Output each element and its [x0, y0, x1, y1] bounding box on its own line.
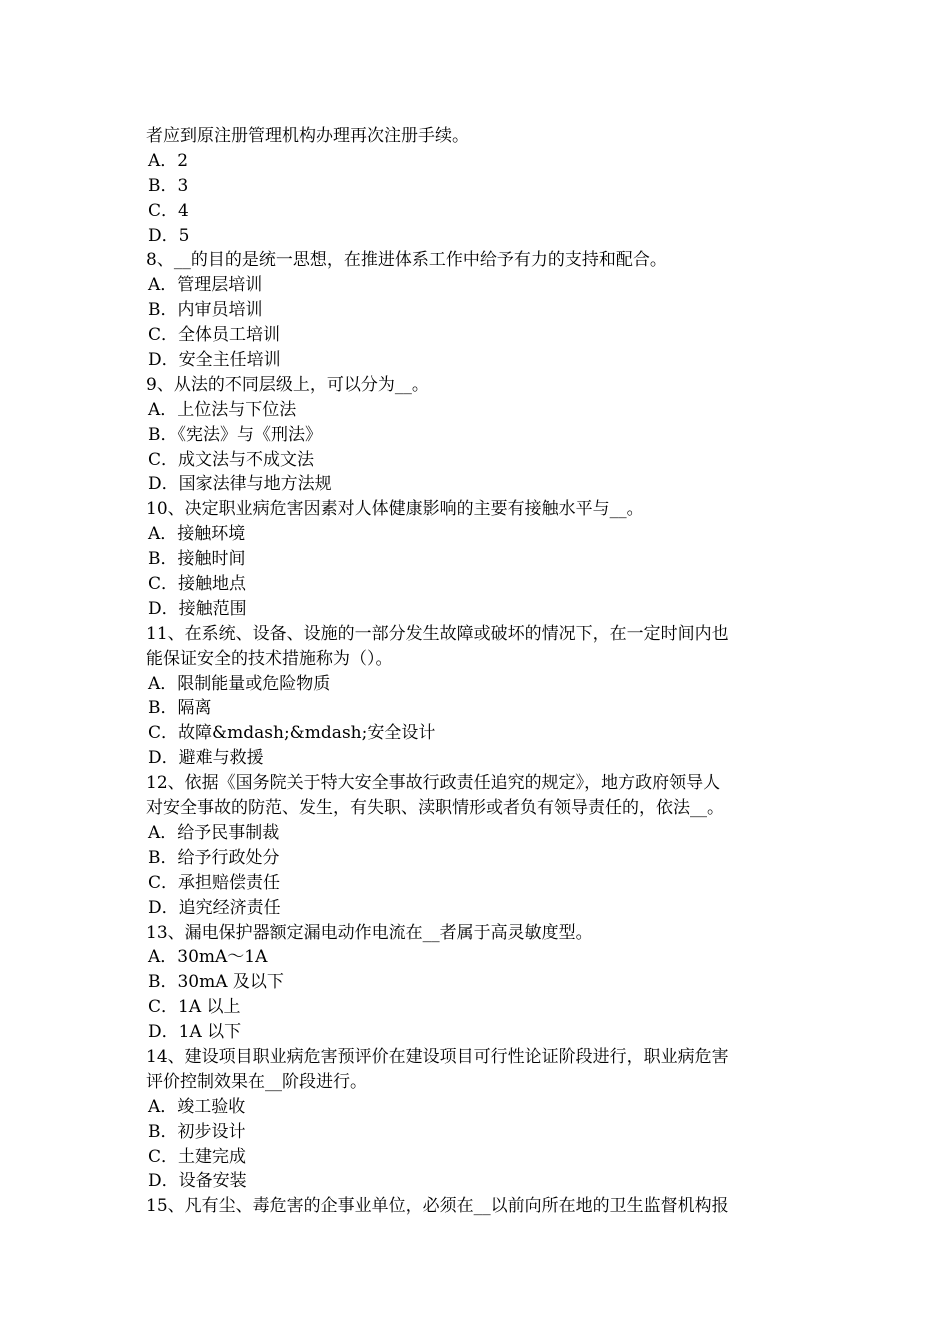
answer-option: A．2: [148, 150, 189, 171]
answer-option: D．1A 以下: [148, 1022, 242, 1043]
answer-option: A．30mA～1A: [148, 947, 268, 968]
answer-option: B．给予行政处分: [148, 847, 280, 868]
answer-option: B．30mA 及以下: [148, 972, 284, 993]
answer-option: B．《宪法》与《刑法》: [148, 424, 322, 445]
text-line: 评价控制效果在__阶段进行。: [146, 1071, 367, 1092]
answer-option: A．竣工验收: [148, 1096, 246, 1117]
question-text: 12、依据《国务院关于特大安全事故行政责任追究的规定》，地方政府领导人: [146, 773, 721, 794]
answer-option: C．土建完成: [148, 1146, 247, 1167]
text-line: 者应到原注册管理机构办理再次注册手续。: [146, 126, 469, 146]
answer-option: A．限制能量或危险物质: [148, 673, 331, 694]
answer-option: C．承担赔偿责任: [148, 872, 281, 893]
question-text: 13、漏电保护器额定漏电动作电流在__者属于高灵敏度型。: [146, 922, 593, 943]
answer-option: C．接触地点: [148, 574, 247, 595]
answer-option: B．接触时间: [148, 549, 246, 570]
answer-option: A．给予民事制裁: [148, 822, 280, 843]
answer-option: A．上位法与下位法: [148, 399, 297, 420]
answer-option: D．避难与救援: [148, 748, 264, 769]
question-text: 14、建设项目职业病危害预评价在建设项目可行性论证阶段进行，职业病危害: [146, 1046, 729, 1067]
answer-option: C．故障&mdash;&mdash;安全设计: [148, 723, 436, 744]
question-text: 10、决定职业病危害因素对人体健康影响的主要有接触水平与__。: [146, 499, 644, 520]
answer-option: A．接触环境: [148, 524, 246, 545]
document-page: [146, 124, 826, 1219]
answer-option: B．隔离: [148, 698, 212, 719]
answer-option: C．成文法与不成文法: [148, 449, 315, 470]
question-text: 8、__的目的是统一思想，在推进体系工作中给予有力的支持和配合。: [146, 250, 667, 271]
question-text: 11、在系统、设备、设施的一部分发生故障或破坏的情况下，在一定时间内也: [146, 623, 729, 644]
answer-option: D．设备安装: [148, 1171, 247, 1192]
answer-option: D．安全主任培训: [148, 350, 281, 371]
answer-option: D．国家法律与地方法规: [148, 474, 332, 495]
question-text: 9、从法的不同层级上，可以分为__。: [146, 374, 429, 395]
text-line: 能保证安全的技术措施称为（）。: [146, 648, 393, 669]
answer-option: D．接触范围: [148, 598, 247, 619]
text-line: 对安全事故的防范、发生，有失职、渎职情形或者负有领导责任的，依法__。: [146, 798, 724, 819]
answer-option: C．1A 以上: [148, 997, 241, 1018]
answer-option: B．初步设计: [148, 1121, 246, 1142]
answer-option: D．5: [148, 225, 190, 246]
answer-option: B．内审员培训: [148, 300, 263, 321]
answer-option: A．管理层培训: [148, 275, 263, 296]
answer-option: C．全体员工培训: [148, 325, 281, 346]
answer-option: C．4: [148, 200, 189, 221]
question-text: 15、凡有尘、毒危害的企事业单位，必须在__以前向所在地的卫生监督机构报: [146, 1196, 729, 1217]
answer-option: D．追究经济责任: [148, 897, 281, 918]
answer-option: B．3: [148, 175, 189, 196]
